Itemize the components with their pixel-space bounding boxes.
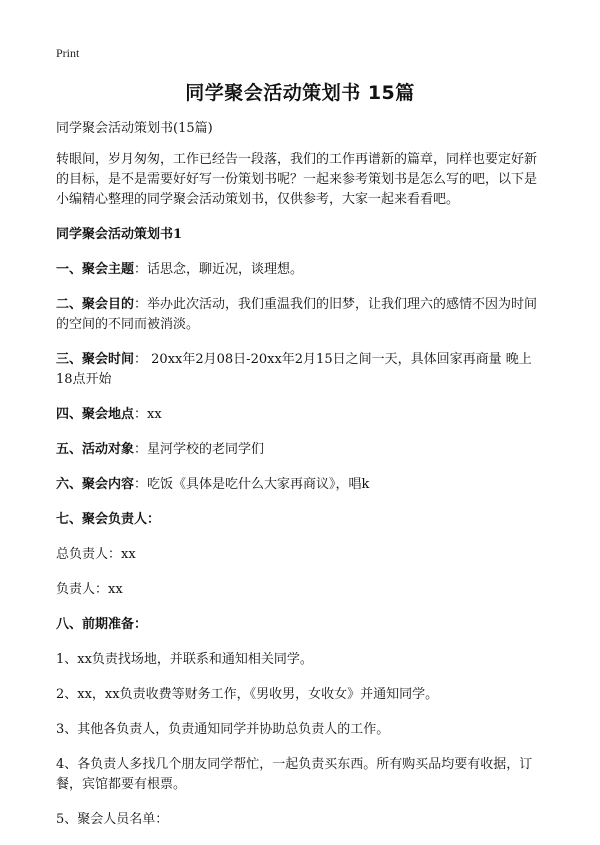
item-text: 20xx年2月08日-20xx年2月15日之间一天，具体回家再商量 晚上18点开始 xyxy=(56,352,532,387)
prep-item: 2、xx，xx负责收费等财务工作，《男收男，女收女》并通知同学。 xyxy=(56,687,439,702)
item-sep: ： xyxy=(147,512,161,527)
prep-item: 3、其他各负责人，负责通知同学并协助总负责人的工作。 xyxy=(56,722,390,737)
intro-paragraph: 转眼间，岁月匆匆，工作已经告一段落，我们的工作再谱新的篇章，同样也要定好新的目标，是不是需要好好写一份策划书呢？一起来参考策划书是怎么写的吧，以下是小编精心整理的同学聚会活动策划书，仅供参考，大家一起来看看吧。 xyxy=(56,152,538,207)
item-content xyxy=(56,475,546,495)
item-audience xyxy=(56,440,546,460)
item-text: 星河学校的老同学们 xyxy=(147,442,265,457)
page-title: 同学聚会活动策划书 15篇 xyxy=(185,82,415,104)
item-label: 五、活动对象 xyxy=(56,442,135,457)
item-text: 话思念，聊近况，谈理想。 xyxy=(147,262,304,277)
prep-heading: 八、前期准备： xyxy=(56,617,148,632)
prep-item: 5、聚会人员名单： xyxy=(56,812,169,827)
item-label: 七、聚会负责人 xyxy=(56,512,148,527)
print-label: Print xyxy=(56,46,80,60)
item-label: 六、聚会内容 xyxy=(56,477,135,492)
item-label: 二、聚会目的 xyxy=(56,297,135,312)
item-label: 三、聚会时间 xyxy=(56,352,135,367)
prep-item: 4、各负责人多找几个朋友同学帮忙，一起负责买东西。所有购买品均要有收据，订餐，宾馆都要有根票。 xyxy=(56,757,533,792)
item-location xyxy=(56,405,546,425)
item-sep: ： xyxy=(134,407,148,422)
leader: 负责人：xx xyxy=(56,582,123,597)
document-body xyxy=(56,119,546,845)
prep-item: 1、xx负责找场地，并联系和通知相关同学。 xyxy=(56,652,313,667)
leader-total: 总负责人：xx xyxy=(56,547,136,562)
item-sep: ： xyxy=(134,262,148,277)
item-text: xx xyxy=(147,407,162,422)
document-subtitle: 同学聚会活动策划书(15篇) xyxy=(56,121,213,136)
item-sep: ： xyxy=(134,352,148,367)
item-purpose xyxy=(56,295,546,335)
item-text: 吃饭《具体是吃什么大家再商议》，唱k xyxy=(147,477,370,492)
item-time xyxy=(56,350,546,390)
item-label: 一、聚会主题 xyxy=(56,262,135,277)
item-theme xyxy=(56,260,546,280)
item-label: 四、聚会地点 xyxy=(56,407,135,422)
item-organizers xyxy=(56,510,546,530)
section-heading: 同学聚会活动策划书1 xyxy=(56,227,183,242)
item-sep: ： xyxy=(134,477,148,492)
item-sep: ： xyxy=(134,442,148,457)
item-text: 举办此次活动，我们重温我们的旧梦，让我们理六的感情不因为时间的空间的不同而被消淡。 xyxy=(56,297,538,332)
item-sep: ： xyxy=(134,297,148,312)
